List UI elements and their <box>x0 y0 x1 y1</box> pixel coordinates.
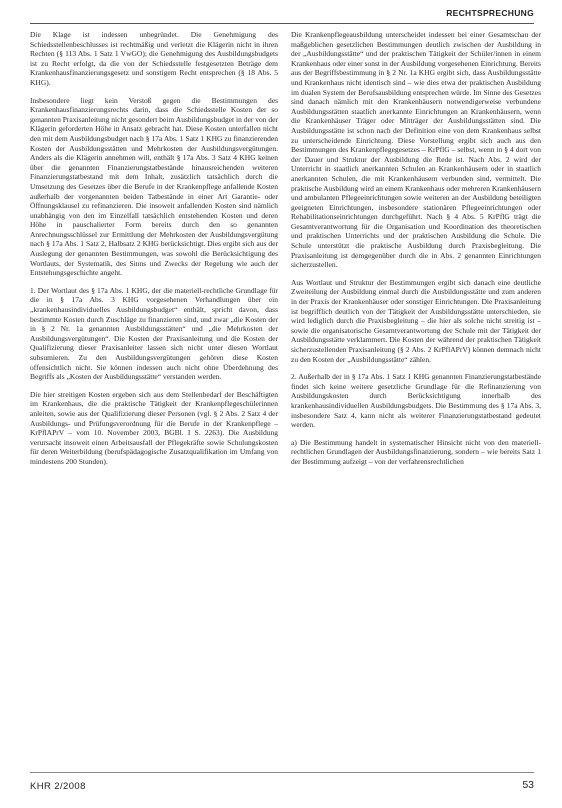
header-rule <box>30 23 534 24</box>
paragraph: Aus Wortlaut und Struktur der Bestimmungen ergibt sich danach eine deutliche Zweiteilung der Ausbildung einmal durch die Ausbildungsstätte und zum anderen in der Praxis der Krankenhäuser oder sonstiger Einrichtungen. Die Praxisanleitung ist begrifflich deutlich von der Tätigkeit der Ausbildungsstätte unterschieden, sie wird lediglich durch die Praxisbegleitung – die hier als solche nicht streitig ist – sowie die organisatorische Gesamtverantwortung der Schule mit der Tätigkeit der Ausbildungsstätte verklammert. Die Kosten der während der praktischen Tätigkeit sicherzustellenden Praxisanleitung (§ 2 Abs. 2 KrPflAPrV) können demnach nicht zu den Kosten der „Ausbildungsstätte“ zählen. <box>291 277 541 364</box>
page-number: 53 <box>522 779 534 791</box>
paragraph: 1. Der Wortlaut des § 17a Abs. 1 KHG, der die materiell-rechtliche Grundlage für die in § 17a Abs. 3 KHG vorgesehenen Verhandlungen über ein „krankenhausindividuelles Ausbildungsbudget“ enthält, spricht davon, dass bestimmte Kosten durch Zuschläge zu finanzieren sind, und zwar „die Kosten der in § 2 Nr. 1a genannten Ausbildungsstätten“ und „die Mehrkosten der Ausbildungsvergütungen“. Die Kosten der Praxisanleitung und die Kosten der Qualifizierung dieser Praxisanleiter lassen sich nicht unter diesen Wortlaut subsumieren. Zu den Ausbildungsvergütungen gehören diese Kosten offensichtlich nicht. Sie können indessen auch nicht ohne Überdehnung des Begriffs als „Kosten der Ausbildungsstätte“ verstanden werden. <box>30 285 278 382</box>
paragraph: Die hier streitigen Kosten ergeben sich aus dem Stellenbedarf der Beschäftigten im Krankenhaus, die die praktische Tätigkeit der Krankenpflegeschülerinnen anleiten, sowie aus der Qualifizierung dieser Personen (vgl. § 2 Abs. 2 Satz 4 der Ausbildungs- und Prüfungsverordnung für die Berufe in der Krankenpflege – KrPflAPrV – vom 10. November 2003, BGBl. I S. 2263). Die Ausbildung verursacht insoweit einen Arbeitsausfall der Pflegekräfte sowie Schulungskosten für deren Weiterbildung (berufspädagogische Zusatzqualifikation im Umfang von mindestens 200 Stunden). <box>30 389 278 466</box>
section-label: RECHTSPRECHUNG <box>446 8 534 18</box>
paragraph: 2. Außerhalb der in § 17a Abs. 1 Satz 1 KHG genannten Finanzierungstatbestände findet sich keine weitere gesetzliche Grundlage für die Refinanzierung von Ausbildungskosten durch Berücksichtigung innerhalb des krankenhausindividuellen Ausbildungsbudgets. Die Bestimmung des § 17a Abs. 3, insbesondere Satz 4, kann nicht als weiterer Finanzierungstatbestand gedeutet werden. <box>291 372 541 430</box>
paragraph: Insbesondere liegt kein Verstoß gegen die Bestimmungen des Krankenhausfinanzierungsrechts darin, dass die Schiedsstelle Kosten der so genannten Praxisanleitung nicht gesondert beim Ausbildungsbudget in der von der Klägerin geforderten Höhe in Ansatz gebracht hat. Diese Kosten unterfallen nicht den mit dem Ausbildungsbudget nach § 17a Abs. 1 Satz 1 KHG zu finanzierenden Kosten der Ausbildungsstätten und Mehrkosten der Ausbildungsvergütungen. Anders als die Klägerin annehmen will, enthält § 17a Abs. 3 Satz 4 KHG keinen über die genannten Finanzierungstatbestände hinausreichenden weiteren Finanzierungstatbestand mit dem Inhalt, zusätzlich tatsächlich durch die Umsetzung des Gesetzes über die Berufe in der Krankenpflege anfallende Kosten außerhalb der vorgenannten beiden Tatbestände in einer Art Garantie- oder Öffnungsklausel zu refinanzieren. Die insoweit anfallenden Kosten sind nämlich unabhängig von den im Einzelfall tatsächlich entstehenden Kosten und deren Höhe in pauschalierter Form bereits durch den so genannten Anrechnungsschlüssel zur Ermittlung der Mehrkosten der Ausbildungsvergütung nach § 17a Abs. 1 Satz 2, Halbsatz 2 KHG berücksichtigt. Dies ergibt sich aus der Auslegung der genannten Bestimmungen, was sowohl die Berücksichtigung des Wortlauts, der Systematik, des Sinns und Zwecks der Regelung wie auch der Entstehungsgeschichte angeht. <box>30 95 278 278</box>
left-column <box>30 30 278 475</box>
paragraph: Die Krankenpflegeausbildung unterscheidet indessen bei einer Gesamtschau der maßgeblichen gesetzlichen Bestimmungen deutlich zwischen der Ausbildung in der „Ausbildungsstätte“ und der praktischen Tätigkeit der Schüler/innen in einem Krankenhaus oder einer sonst in der Ausbildung vorgesehenen Einrichtung. Bereits aus der Begriffsbestimmung in § 2 Nr. 1a KHG ergibt sich, dass Ausbildungsstätte und Krankenhaus nicht identisch sind – wie dies etwa der praktischen Ausbildung im dualen System der Berufsausbildung entsprechen würde. Im Sinne des Gesetzes sind danach nämlich mit den Krankenhäusern notwendigerweise verbundene Ausbildungsstätten staatlich anerkannte Einrichtungen an Krankenhäusern, wenn die Krankenhäuser Träger oder Mitträger der Ausbildungsstätten sind. Die Ausbildungsstätte ist schon nach der Definition eine von dem Krankenhaus selbst zu unterscheidende Einrichtung. Diese Vorstellung ergibt sich auch aus den Bestimmungen des Krankenpflegegesetzes – KrPflG – selbst, wenn in § 4 dort von der Dauer und Struktur der Ausbildung die Rede ist. Nach Abs. 2 wird der Unterricht in staatlich anerkannten Schulen an Krankenhäusern oder in staatlich anerkannten Schulen, die mit Krankenhäusern verbunden sind, vermittelt. Die praktische Ausbildung wird an einem Krankenhaus oder mehreren Krankenhäusern und ambulanten Pflegeeinrichtungen sowie weiteren an der Ausbildung beteiligten geeigneten Einrichtungen, insbesondere stationären Pflegeeinrichtungen oder Rehabilitationseinrichtungen durchgeführt. Nach § 4 Abs. 5 KrPflG trägt die Gesamtverantwortung für die Organisation und Koordination des theoretischen und praktischen Unterrichts und der praktischen Ausbildung die Schule. Die Schule unterstützt die praktische Ausbildung durch Praxisbegleitung. Die Praxisanleitung ist demgegenüber durch die in Abs. 2 genannten Einrichtungen sicherzustellen. <box>291 30 541 270</box>
paragraph: a) Die Bestimmung handelt in systematischer Hinsicht nicht von den materiell-rechtlichen Grundlagen der Ausbildungsfinanzierung, sondern – wie bereits Satz 1 der Bestimmung aufzeigt – von der verfahrensrechtlichen <box>291 437 541 466</box>
paragraph: Die Klage ist indessen unbegründet. Die Genehmigung des Schiedsstellenbeschlusses ist rechtmäßig und verletzt die Klägerin nicht in ihren Rechten (§ 113 Abs. 1 Satz 1 VwGO); die Genehmigung des Ausbildungsbudgets ist zu Recht erfolgt, da die von der Schiedsstelle festgesetzten Beträge dem Krankenhausfinanzierungsgesetz und sonstigem Recht entsprechen (§ 18 Abs. 5 KHG). <box>30 30 278 87</box>
footer-rule <box>30 772 534 773</box>
right-column <box>291 30 541 475</box>
journal-issue: KHR 2/2008 <box>30 781 86 792</box>
